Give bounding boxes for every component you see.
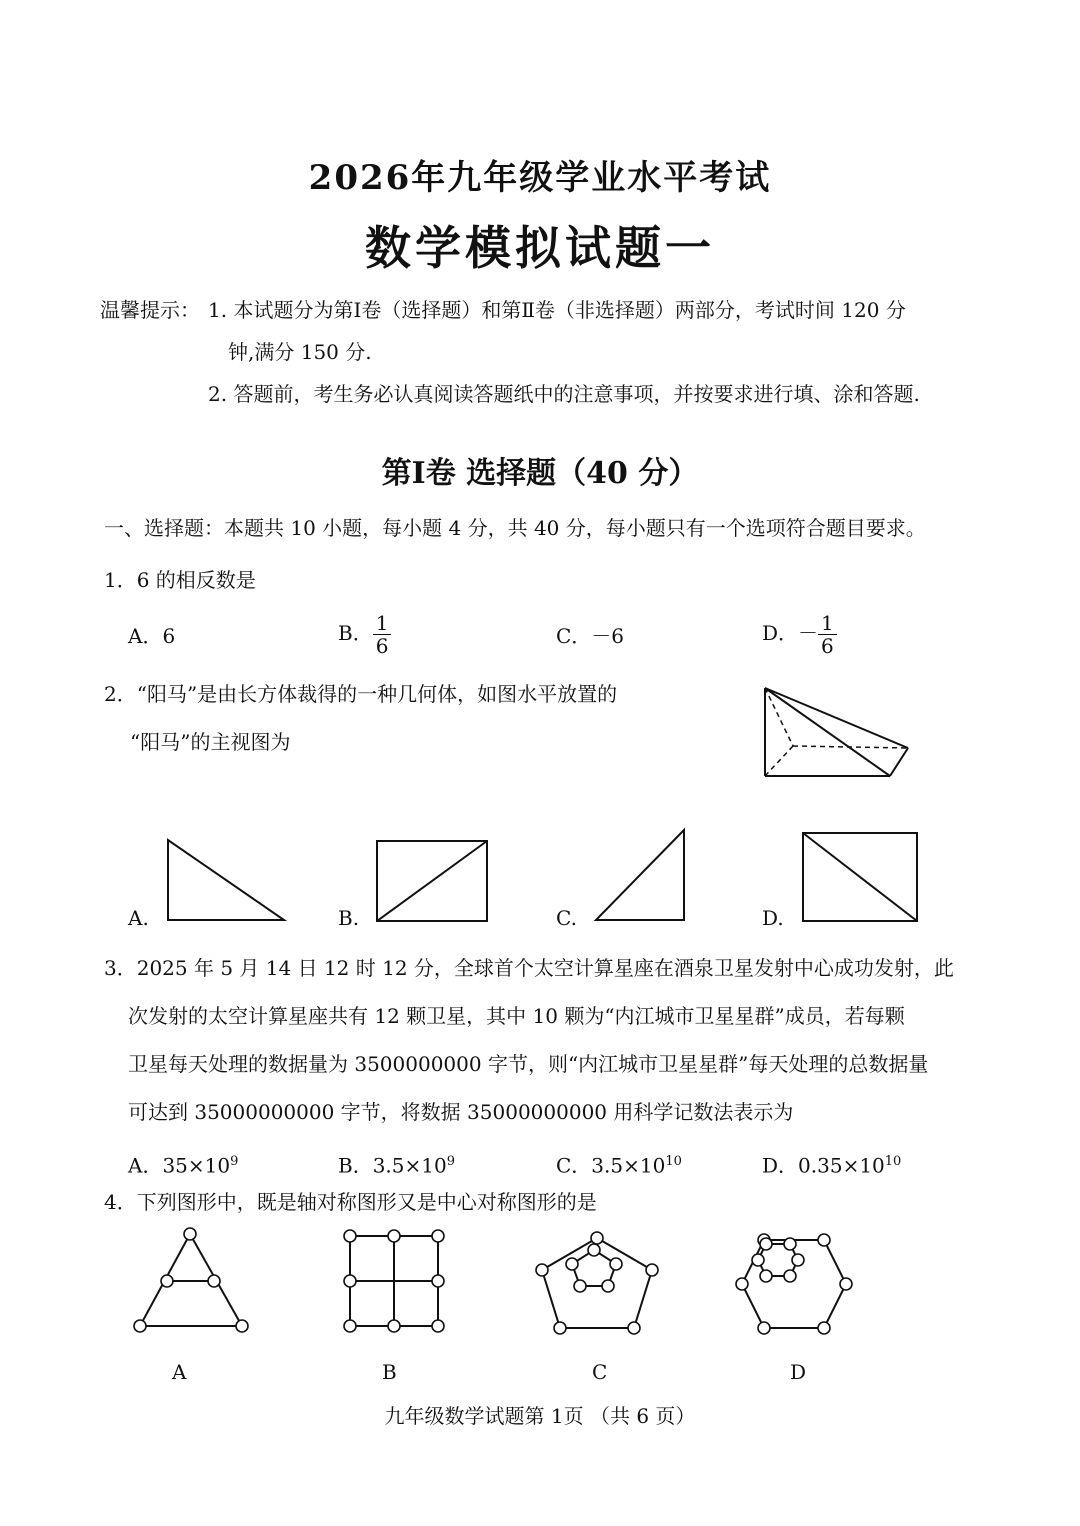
q3-option-b-base: B．3.5×10 (338, 1153, 447, 1178)
q2-option-a-figure (166, 838, 286, 922)
q2-option-b-figure (376, 840, 488, 922)
q2-option-b-label: B. (338, 906, 360, 930)
q4-figure-c-label: C (592, 1360, 608, 1384)
q4-figure-d-label: D (790, 1360, 807, 1384)
q1-option-d-denominator: 6 (821, 634, 834, 658)
q1-option-b-numerator: 1 (373, 612, 392, 635)
q2-option-a-label: A. (128, 906, 149, 930)
q3-option-c-exponent: 10 (665, 1154, 682, 1169)
q1-option-c: C．－6 (556, 624, 625, 648)
q2-stem-line-1: 2．“阳马”是由长方体裁得的一种几何体，如图水平放置的 (104, 682, 618, 706)
q1-option-b (338, 612, 391, 657)
q1-option-d (762, 612, 837, 657)
q2-stem-line-2: “阳马”的主视图为 (130, 730, 291, 754)
tip-2: 2. 答题前，考生务必认真阅读答题纸中的注意事项，并按要求进行填、涂和答题. (208, 382, 920, 406)
q1-option-d-label: D． (762, 621, 799, 645)
q1-option-b-fraction (373, 612, 392, 657)
q1-option-d-numerator: 1 (818, 612, 837, 635)
q3-option-d-exponent: 10 (884, 1154, 902, 1169)
q2-option-d-figure (802, 832, 918, 922)
q4-figure-d (734, 1226, 854, 1336)
exam-title: 2026年九年级学业水平考试 (308, 158, 772, 198)
tips-label: 温馨提示： (100, 298, 200, 322)
q3-option-b (338, 1148, 455, 1180)
q2-option-c-label: C. (556, 906, 577, 930)
q3-line-4: 可达到 35000000000 字节，将数据 35000000000 用科学记数法表示为 (128, 1100, 794, 1124)
q1-option-d-fraction (818, 612, 837, 657)
q3-option-c-base: C．3.5×10 (556, 1153, 666, 1178)
tip-1-line-1: 1. 本试题分为第Ⅰ卷（选择题）和第Ⅱ卷（非选择题）两部分，考试时间 120 分 (208, 298, 906, 322)
tip-1-line-2: 钟,满分 150 分. (228, 340, 372, 364)
q4-figure-b-label: B (382, 1360, 397, 1384)
q4-figure-c (534, 1226, 664, 1336)
q4-stem: 4．下列图形中，既是轴对称图形又是中心对称图形的是 (104, 1190, 597, 1214)
q4-figure-a-label: A (172, 1360, 187, 1384)
page-footer: 九年级数学试题第 1页 （共 6 页） (384, 1404, 696, 1428)
q1-option-a: A．6 (128, 624, 176, 648)
q4-figure-a (130, 1226, 260, 1336)
q1-option-b-denominator: 6 (375, 634, 389, 658)
q2-option-d-label: D. (762, 906, 784, 930)
q1-stem: 1．6 的相反数是 (104, 568, 256, 592)
q3-line-3: 卫星每天处理的数据量为 3500000000 字节，则“内江城市卫星星群”每天处理的总数据量 (128, 1052, 929, 1076)
yangma-solid-figure (760, 684, 920, 784)
q3-option-c (556, 1148, 682, 1180)
q4-figure-b (338, 1226, 448, 1336)
q3-line-2: 次发射的太空计算星座共有 12 颗卫星，其中 10 颗为“内江城市卫星星群”成员，若每颗 (128, 1004, 905, 1028)
q2-option-c-figure (594, 828, 686, 922)
q3-option-a-exponent: 9 (230, 1154, 239, 1169)
exam-subtitle: 数学模拟试题一 (365, 221, 715, 275)
q3-option-a (128, 1148, 238, 1180)
q1-option-d-sign: － (798, 621, 819, 645)
q3-option-a-base: A．35×10 (128, 1153, 231, 1178)
q3-line-1: 3．2025 年 5 月 14 日 12 时 12 分，全球首个太空计算星座在酒泉卫星发射中心成功发射，此 (104, 956, 954, 980)
q3-option-b-exponent: 9 (446, 1154, 455, 1169)
section-instruction: 一、选择题：本题共 10 小题，每小题 4 分，共 40 分，每小题只有一个选项符合题目要求。 (104, 516, 926, 540)
q3-option-d-base: D．0.35×10 (762, 1153, 885, 1178)
section-title: 第Ⅰ卷 选择题（40 分） (381, 456, 699, 491)
q1-option-b-label: B． (338, 621, 373, 645)
q3-option-d (762, 1148, 901, 1180)
